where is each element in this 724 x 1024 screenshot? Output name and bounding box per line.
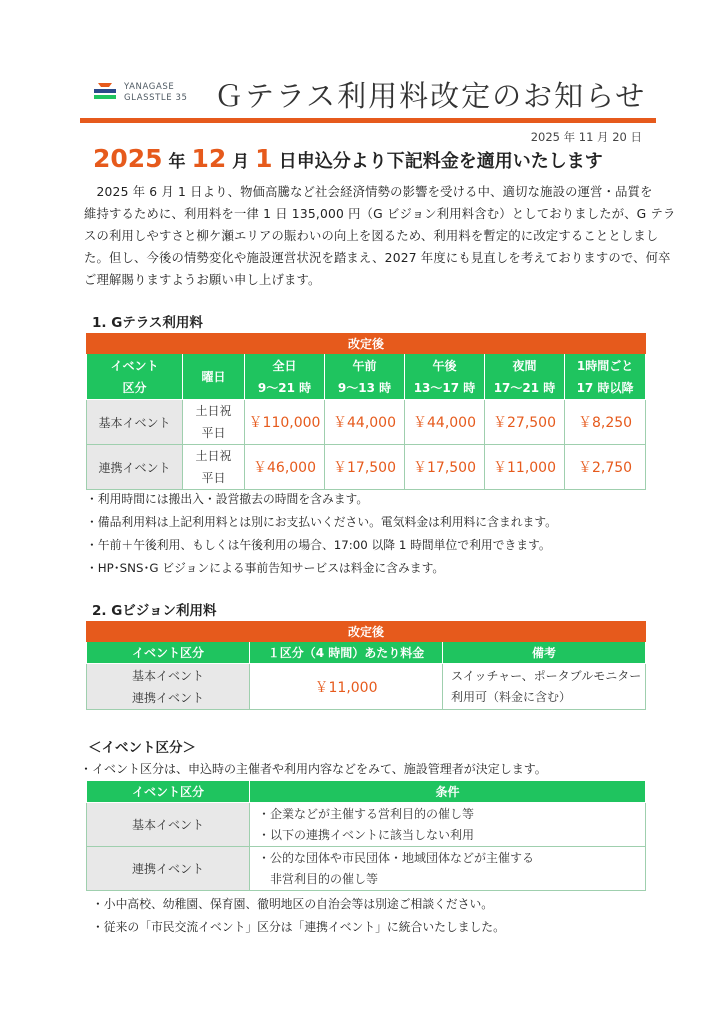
table-banner-row [87, 622, 646, 642]
vision-fee-table [86, 621, 646, 710]
section3-heading: ＜イベント区分＞ [88, 740, 196, 756]
price-cell: ￥11,000 [250, 664, 443, 710]
table-row [87, 847, 646, 891]
note-line: 利用可（料金に含む） [451, 689, 572, 704]
note-cell [443, 664, 646, 710]
price-cell: ￥2,750 [565, 445, 646, 490]
event-category-table [86, 780, 646, 891]
intro-line: 2025 年 6 月 1 日より、物価高騰など社会経済情勢の影響を受ける中、適切な施設の運営・品質を [84, 185, 653, 199]
headline [93, 144, 603, 173]
intro-line: ご理解賜りますようお願い申し上げます。 [84, 273, 321, 287]
col-header-name: 夜間 [512, 358, 537, 373]
table-header-row [87, 354, 646, 400]
col-header-condition: 条件 [250, 781, 646, 803]
col-header-event [87, 354, 183, 400]
col-header-name: 午前 [352, 358, 377, 373]
price-cell: ￥44,000 [405, 400, 485, 445]
col-header-time: 17 時以降 [576, 380, 634, 395]
row-days [183, 445, 245, 490]
table-banner: 改定後 [87, 334, 646, 354]
row-day-weekend: 土日祝 [195, 449, 232, 463]
headline-month: 12 [191, 144, 227, 173]
row-day-weekday: 平日 [201, 471, 226, 485]
price-cell: ￥17,500 [325, 445, 405, 490]
note-item: ・利用時間には搬出入・設営撤去の時間を含みます。 [86, 492, 369, 506]
title-divider [80, 118, 656, 123]
logo-text [124, 82, 188, 104]
logo-mark-icon [92, 81, 118, 103]
col-header-event: イベント区分 [87, 642, 250, 664]
row-category-basic: 基本イベント [131, 668, 204, 683]
table-header-row [87, 781, 646, 803]
headline-year: 2025 [93, 144, 163, 173]
intro-line: スの利用しやすさと柳ケ瀬エリアの賑わいの向上を図るため、利用料を暫定的に改定することとしまし [84, 229, 659, 243]
section1-heading: 1. Gテラス利用料 [92, 315, 203, 331]
row-category: 基本イベント [87, 803, 250, 847]
headline-day: 1 [255, 144, 273, 173]
col-header-event-line: イベント [110, 358, 159, 373]
col-header-morning [325, 354, 405, 400]
col-header-name: 午後 [432, 358, 457, 373]
headline-year-unit: 年 [162, 152, 192, 172]
row-day-weekend: 土日祝 [195, 404, 232, 418]
note-item: ・HP･SNS･G ビジョンによる事前告知サービスは料金に含みます。 [86, 561, 445, 575]
note-item: ・午前＋午後利用、もしくは午後利用の場合、17:00 以降 1 時間単位で利用できます。 [86, 538, 551, 552]
price-cell: ￥27,500 [485, 400, 565, 445]
table-row [87, 664, 646, 710]
condition-line: 非営利目的の催し等 [258, 871, 379, 886]
condition-line: ・企業などが主催する営利目的の催し等 [258, 806, 475, 821]
price-cell: ￥17,500 [405, 445, 485, 490]
condition-cell [250, 847, 646, 891]
price-cell: ￥11,000 [485, 445, 565, 490]
row-category: 連携イベント [87, 445, 183, 490]
table-row [87, 445, 646, 490]
note-line: スイッチャー、ポータブルモニター [451, 668, 642, 683]
issue-date: 2025 年 11 月 20 日 [530, 130, 642, 144]
table-row [87, 803, 646, 847]
page-title: Ｇテラス利用料改定のお知らせ [214, 79, 647, 113]
note-item: ・従来の「市民交流イベント」区分は「連携イベント」に統合いたしました。 [92, 920, 505, 934]
row-category: 連携イベント [87, 847, 250, 891]
row-category [87, 664, 250, 710]
headline-month-unit: 月 [226, 152, 256, 172]
note-item: ・小中高校、幼稚園、保育園、徹明地区の自治会等は別途ご相談ください。 [92, 897, 494, 911]
col-header-price: １区分（4 時間）あたり料金 [250, 642, 443, 664]
section2-heading: 2. Gビジョン利用料 [92, 603, 217, 619]
condition-line: ・以下の連携イベントに該当しない利用 [258, 827, 475, 842]
table-header-row [87, 642, 646, 664]
col-header-time: 9～21 時 [257, 380, 312, 395]
row-days [183, 400, 245, 445]
row-category: 基本イベント [87, 400, 183, 445]
price-cell: ￥46,000 [245, 445, 325, 490]
col-header-time: 13～17 時 [413, 380, 476, 395]
section3-intro: ・イベント区分は、申込時の主催者や利用内容などをみて、施設管理者が決定します。 [80, 762, 547, 776]
intro-line: た。但し、今後の情勢変化や施設運営状況を踏まえ、2027 年度にも見直しを考えておりますので、何卒 [84, 251, 671, 265]
col-header-name: 全日 [272, 358, 297, 373]
section3-notes [92, 893, 505, 939]
col-header-name: 1時間ごと [576, 358, 634, 373]
condition-line: ・公的な団体や市民団体・地域団体などが主催する [258, 850, 535, 865]
col-header-hourly [565, 354, 646, 400]
col-header-allday [245, 354, 325, 400]
col-header-time: 17～21 時 [493, 380, 556, 395]
col-header-day: 曜日 [183, 354, 245, 400]
intro-line: 維持するために、利用料を一律 1 日 135,000 円（G ビジョン利用料含む）としておりましたが、G テラ [84, 207, 676, 221]
row-category-linked: 連携イベント [131, 690, 204, 705]
col-header-event: イベント区分 [87, 781, 250, 803]
table-banner: 改定後 [87, 622, 646, 642]
headline-rest: 日申込分より下記料金を適用いたします [272, 151, 603, 172]
section1-notes [86, 488, 557, 580]
terrace-fee-table [86, 333, 646, 490]
col-header-note: 備考 [443, 642, 646, 664]
price-cell: ￥110,000 [245, 400, 325, 445]
col-header-night [485, 354, 565, 400]
logo-line-2: GLASSTLE 35 [124, 93, 188, 103]
col-header-time: 9～13 時 [337, 380, 392, 395]
price-cell: ￥8,250 [565, 400, 646, 445]
intro-paragraph [84, 181, 676, 291]
table-row [87, 400, 646, 445]
table-banner-row [87, 334, 646, 354]
logo [92, 80, 192, 106]
condition-cell [250, 803, 646, 847]
col-header-event-line: 区分 [122, 380, 147, 395]
price-cell: ￥44,000 [325, 400, 405, 445]
note-item: ・備品利用料は上記利用料とは別にお支払いください。電気料金は利用料に含まれます。 [86, 515, 557, 529]
row-day-weekday: 平日 [201, 426, 226, 440]
logo-line-1: YANAGASE [124, 82, 175, 92]
col-header-afternoon [405, 354, 485, 400]
